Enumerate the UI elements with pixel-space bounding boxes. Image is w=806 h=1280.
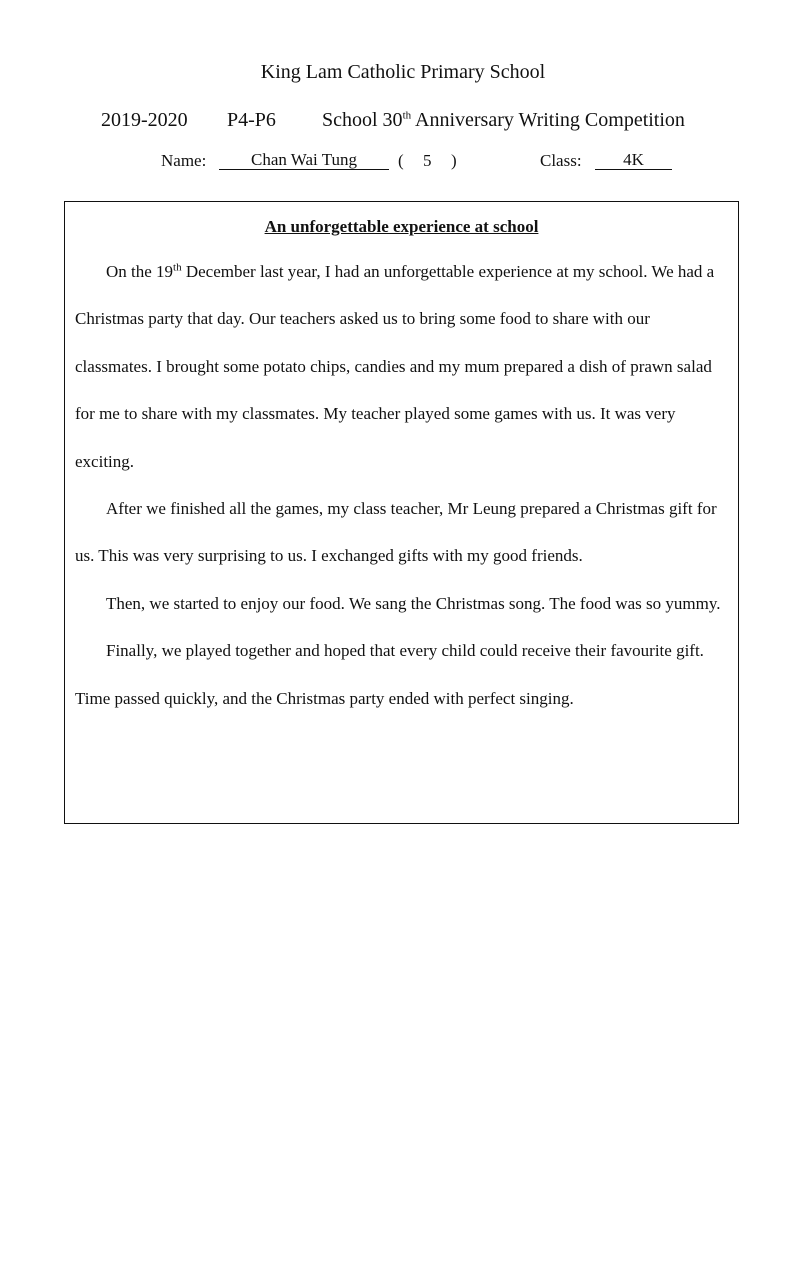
paragraph-1-rest: December last year, I had an unforgettable experience at my school. We had a Christmas party that day. Our teachers asked us to bring some food to share with our classmates. I brought some potato chips, candies and my mum prepared a dish of prawn salad for me to share with my classmates. My teacher played some games with us. It was very exciting. [75,262,715,471]
name-field: Chan Wai Tung [219,149,389,170]
essay-paragraph-2: After we finished all the games, my class teacher, Mr Leung prepared a Christmas gift for us. This was very surprising to us. I exchanged gifts with my good friends. [75,499,717,566]
class-label: Class: [540,151,582,170]
student-info-row [0,149,806,173]
school-name: King Lam Catholic Primary School [260,61,546,83]
paragraph-1-ordinal: th [173,261,182,274]
essay-title: An unforgettable experience at school [264,217,539,236]
essay-paragraph-3: Then, we started to enjoy our food. We sang the Christmas song. The food was so yummy. [106,593,721,613]
essay-paragraph-1 [75,248,725,485]
essay-body [75,248,725,722]
competition-title-ordinal: th [402,109,412,122]
competition-title [322,106,685,134]
number-open-paren: ( [398,151,404,170]
essay-box [64,201,739,824]
competition-title-suffix: Anniversary Writing Competition [411,109,685,131]
class-number: 5 [423,151,432,170]
class-field: 4K [595,149,672,170]
essay-paragraph-4: Finally, we played together and hoped that every child could receive their favourite gift. Time passed quickly, and the Christmas party ended with perfect singing. [75,641,704,708]
grade-levels: P4-P6 [227,109,276,131]
school-year: 2019-2020 [101,109,188,131]
paragraph-1-prefix: On the 19 [106,262,174,281]
number-close-paren: ) [451,151,457,170]
name-label: Name: [161,151,207,170]
competition-header [0,106,806,134]
competition-title-prefix: School 30 [322,109,403,131]
